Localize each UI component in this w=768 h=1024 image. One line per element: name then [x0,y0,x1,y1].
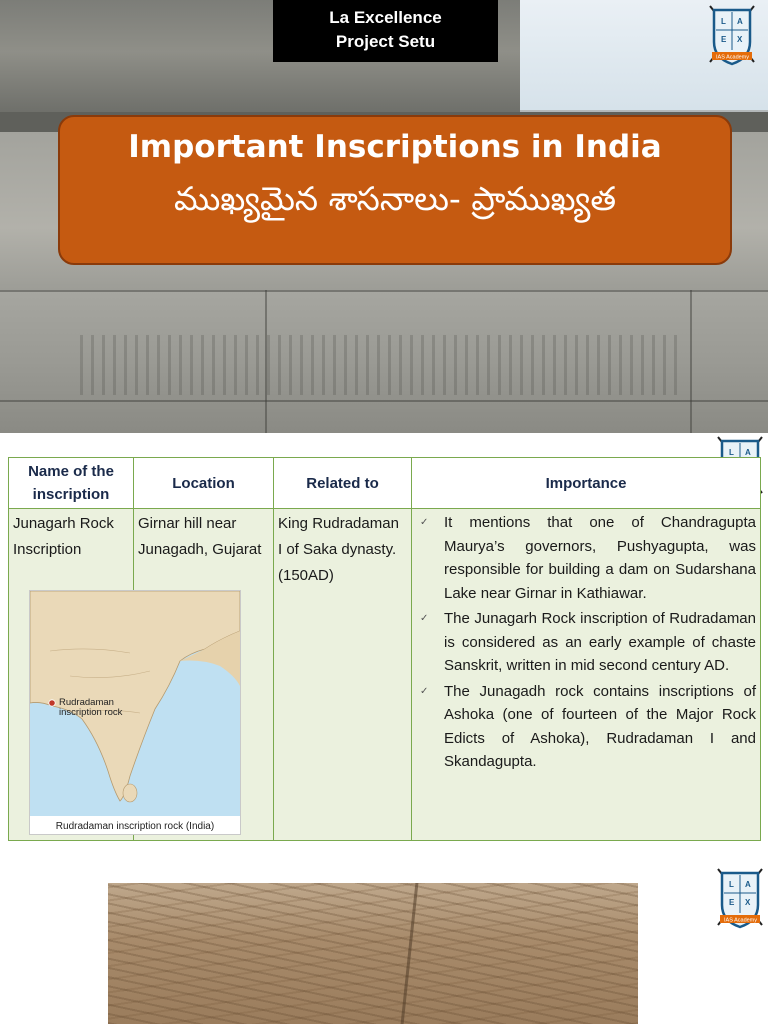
map-marker-label: Rudradaman inscription rock [59,697,123,718]
cell-related-to: King Rudradaman I of Saka dynasty. (150AD) [274,509,412,841]
stone-joint [0,290,768,292]
logo-letter-e: E [721,35,727,44]
stone-joint [0,400,768,402]
cell-name: Junagarh Rock Inscription [9,509,134,841]
cell-location: Girnar hill near Junagadh, Gujarat [134,509,274,841]
brand-line-1: La Excellence [329,8,442,27]
logo-tagline: IAS Academy [716,54,750,61]
importance-item: ✓ The Junagadh rock contains inscriptions of Ashoka (one of fourteen of the Major Rock Edicts of Ashoka), Rudradaman I and Skandagupta. [444,680,756,774]
brand-box [273,0,498,62]
logo-letter-e: E [729,898,735,907]
logo-letter-a: A [745,448,751,457]
logo-letter-x: X [737,35,743,44]
rock-crack [401,883,419,1024]
logo-letter-x: X [745,898,751,907]
title-telugu: ముఖ్యమైన శాసనాలు- ప్రాముఖ్యత [174,179,616,218]
logo-letter-a: A [737,17,743,26]
brand-line-2: Project Setu [335,32,436,51]
logo-letter-a: A [745,880,751,889]
logo-letter-l: L [721,17,726,26]
logo-letter-l: L [729,448,734,457]
stone-joint [690,290,692,433]
laex-logo-icon [704,2,760,68]
logo-letter-l: L [729,880,734,889]
header-location: Location [134,458,274,509]
cell-importance [412,509,761,841]
header-importance: Importance [412,458,761,509]
table-header-row [9,458,761,509]
title-slide [0,0,768,433]
title-english: Important Inscriptions in India [128,129,662,165]
header-name: Name of the inscription [9,458,134,509]
inscription-carving [80,335,680,395]
title-box [58,115,732,265]
map-caption: Rudradaman inscription rock (India) [55,821,215,832]
logo-tagline: IAS Academy [724,917,758,924]
importance-item: ✓ The Junagarh Rock inscription of Rudradaman is considered as an early example of chaste Sanskrit, written in mid second century AD. [444,607,756,678]
importance-item: ✓ It mentions that one of Chandragupta Maurya’s governors, Pushyagupta, was responsible for building a dam on Sudarshana Lake near Girnar in Kathiawar. [444,511,756,605]
importance-list [416,511,756,774]
header-related-to: Related to [274,458,412,509]
india-map-image [29,590,241,835]
rock-slide [0,863,768,1024]
rock-inscription-photo [108,883,638,1024]
laex-logo-icon [712,865,768,931]
